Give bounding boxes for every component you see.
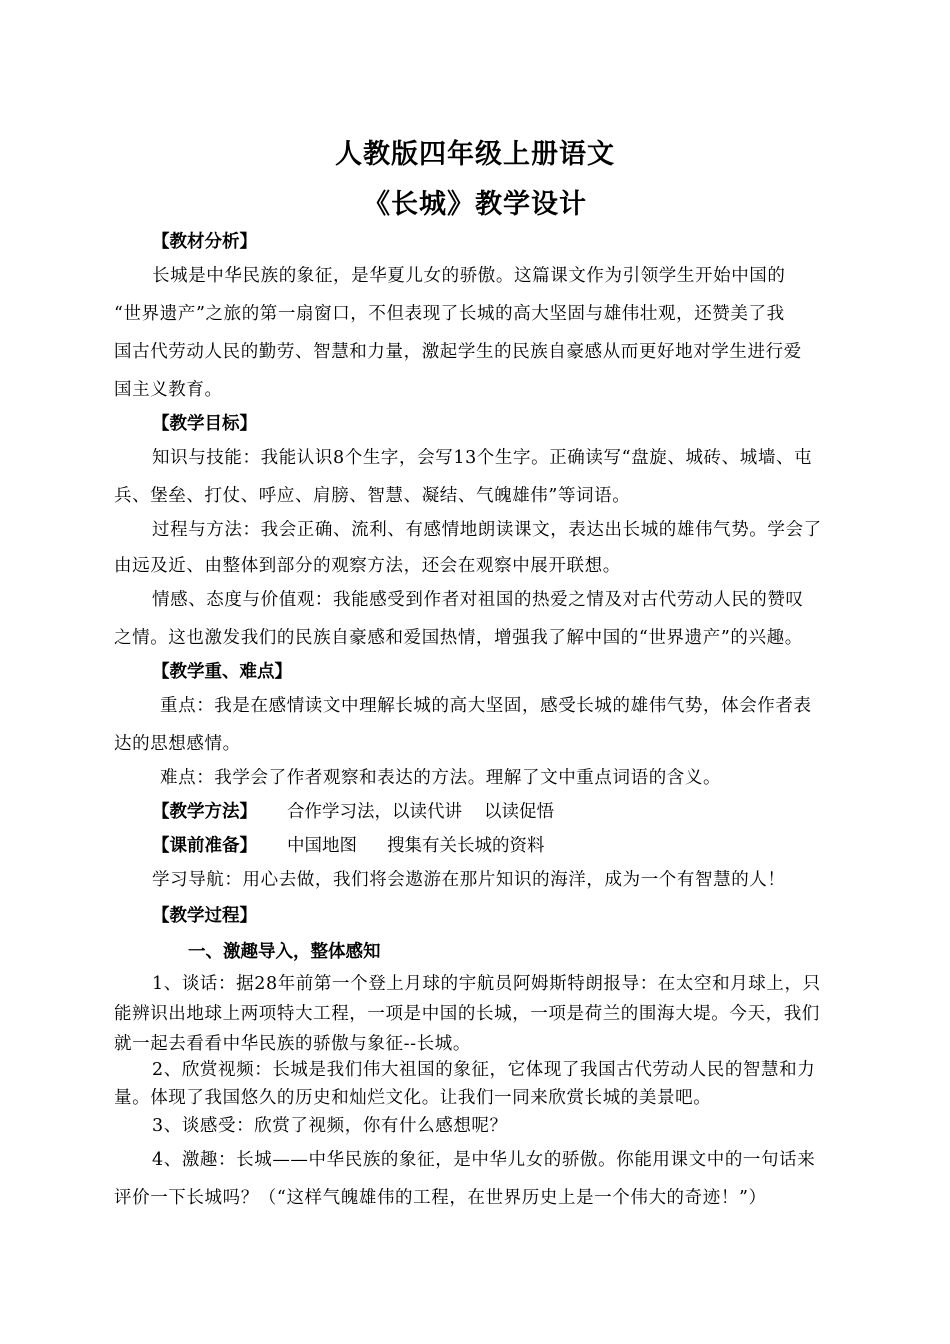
prep-row: [152, 832, 545, 857]
paragraph-line: 量。体现了我国悠久的历史和灿烂文化。让我们一同来欣赏长城的美景吧。: [114, 1088, 712, 1108]
guide-line: 学习导航：用心去做，我们将会遨游在那片知识的海洋，成为一个有智慧的人！: [152, 870, 786, 890]
paragraph-line: 4、激趣：长城——中华民族的象征，是中华儿女的骄傲。你能用课文中的一句话来: [152, 1150, 816, 1170]
section-heading-methods: 【教学方法】: [152, 802, 257, 822]
paragraph-line: 兵、堡垒、打仗、呼应、肩膀、智慧、凝结、气魄雄伟”等词语。: [114, 486, 631, 506]
paragraph-line: 过程与方法：我会正确、流利、有感情地朗读课文，表达出长城的雄伟气势。学会了: [152, 520, 822, 540]
methods-row: [152, 798, 554, 823]
paragraph-line: 由远及近、由整体到部分的观察方法，还会在观察中展开联想。: [114, 556, 621, 576]
paragraph-line: 达的思想感情。: [114, 734, 241, 754]
paragraph-line: 情感、态度与价值观：我能感受到作者对祖国的热爱之情及对古代劳动人民的赞叹: [152, 590, 804, 610]
paragraph-line: 评价一下长城吗？（“这样气魄雄伟的工程，在世界历史上是一个伟大的奇迹！”）: [114, 1188, 767, 1208]
paragraph-line: 知识与技能：我能认识8个生字，会写13个生字。正确读写“盘旋、城砖、城墙、屯: [152, 448, 813, 468]
section-heading-process: 【教学过程】: [152, 906, 257, 926]
paragraph-line: 重点：我是在感情读文中理解长城的高大坚固，感受长城的雄伟气势，体会作者表: [160, 696, 812, 716]
paragraph-line: 国古代劳动人民的勤劳、智慧和力量，激起学生的民族自豪感从而更好地对学生进行爱: [114, 342, 802, 362]
paragraph-line: “世界遗产”之旅的第一扇窗口，不但表现了长城的高大坚固与雄伟壮观，还赞美了我: [114, 304, 785, 324]
subsection-heading: 一、激趣导入，整体感知: [188, 942, 381, 962]
document-title: 人教版四年级上册语文: [335, 139, 615, 170]
methods-item: 合作学习法，以读代讲: [287, 802, 462, 822]
paragraph-line: 国主义教育。: [114, 380, 223, 400]
section-heading-analysis: 【教材分析】: [152, 232, 257, 252]
section-heading-prep: 【课前准备】: [152, 836, 257, 856]
paragraph-line: 之情。这也激发我们的民族自豪感和爱国热情，增强我了解中国的“世界遗产”的兴趣。: [114, 628, 803, 648]
methods-item: 以读促悟: [484, 802, 554, 822]
paragraph-line: 2、欣赏视频：长城是我们伟大祖国的象征，它体现了我国古代劳动人民的智慧和力: [152, 1060, 816, 1080]
paragraph-line: 1、谈话：据28年前第一个登上月球的宇航员阿姆斯特朗报导：在太空和月球上，只: [152, 974, 821, 994]
prep-item: 搜集有关长城的资料: [387, 836, 545, 856]
paragraph-line: 长城是中华民族的象征，是华夏儿女的骄傲。这篇课文作为引领学生开始中国的: [152, 266, 786, 286]
paragraph-line: 能辨识出地球上两项特大工程，一项是中国的长城，一项是荷兰的围海大堤。今天，我们: [114, 1004, 820, 1024]
section-heading-goals: 【教学目标】: [152, 414, 257, 434]
paragraph-line: 3、谈感受：欣赏了视频，你有什么感想呢？: [152, 1116, 508, 1136]
paragraph-line: 难点：我学会了作者观察和表达的方法。理解了文中重点词语的含义。: [160, 768, 722, 788]
document-subtitle: 《长城》教学设计: [363, 189, 587, 220]
prep-item: 中国地图: [287, 836, 357, 856]
section-heading-key-points: 【教学重、难点】: [152, 662, 292, 682]
paragraph-line: 就一起去看看中华民族的骄傲与象征--长城。: [114, 1034, 471, 1054]
